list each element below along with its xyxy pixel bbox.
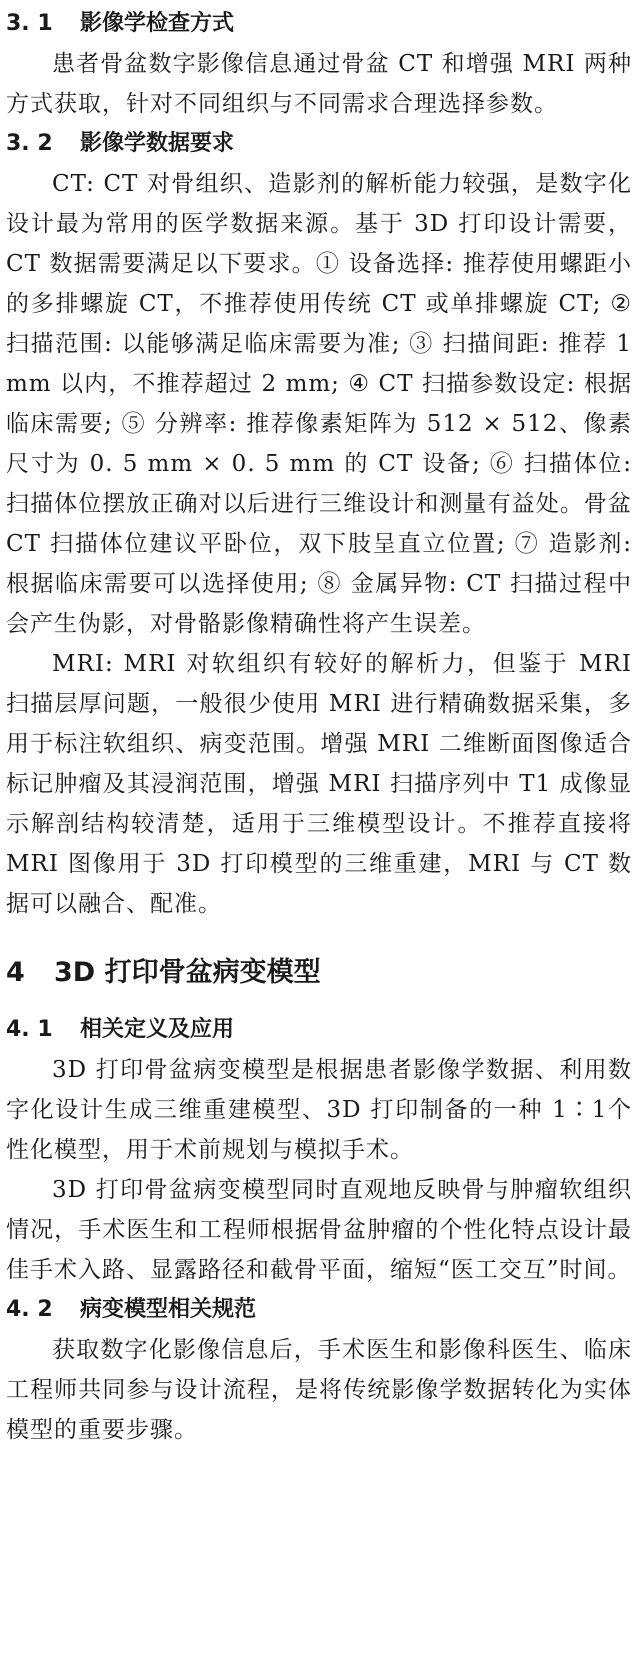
section-title: 病变模型相关规范 — [80, 1297, 257, 1322]
section-number: 4. 2 — [6, 1297, 53, 1322]
section-number: 3. 1 — [6, 11, 53, 36]
section-number: 3. 2 — [6, 131, 53, 156]
section-title: 相关定义及应用 — [80, 1017, 235, 1042]
section-heading-3-2 — [6, 124, 632, 164]
paragraph: 3D 打印骨盆病变模型是根据患者影像学数据、利用数字化设计生成三维重建模型、3D 打印制备的一种 1∶1个性化模型，用于术前规划与模拟手术。 — [6, 1057, 632, 1163]
section-heading-4-1 — [6, 1010, 632, 1050]
document-page — [6, 4, 632, 1450]
section-heading-3-1 — [6, 4, 632, 44]
chapter-number: 4 — [6, 957, 25, 988]
paragraph-mri: MRI: MRI 对软组织有较好的解析力，但鉴于 MRI 扫描层厚问题，一般很少使用 MRI 进行精确数据采集，多用于标注软组织、病变范围。增强 MRI 二维断面图像适合标记肿瘤及其浸润范围，增强 MRI 扫描序列中 T1 成像显示解剖结构较清楚，适用于三维模型设计。不推荐直接将 MRI 图像用于 3D 打印模型的三维重建，MRI 与 CT 数据可以融合、配准。 — [6, 651, 632, 917]
section-title: 影像学检查方式 — [80, 11, 235, 36]
paragraph: 获取数字化影像信息后，手术医生和影像科医生、临床工程师共同参与设计流程，是将传统影像学数据转化为实体模型的重要步骤。 — [6, 1337, 632, 1443]
paragraph: 3D 打印骨盆病变模型同时直观地反映骨与肿瘤软组织情况，手术医生和工程师根据骨盆肿瘤的个性化特点设计最佳手术入路、显露路径和截骨平面，缩短“医工交互”时间。 — [6, 1177, 632, 1283]
paragraph-ct: CT: CT 对骨组织、造影剂的解析能力较强，是数字化设计最为常用的医学数据来源。基于 3D 打印设计需要，CT 数据需要满足以下要求。① 设备选择: 推荐使用螺距小的多排螺旋 CT，不推荐使用传统 CT 或单排螺旋 CT; ② 扫描范围: 以能够满足临床需要为准; ③ 扫描间距: 推荐 1 mm 以内，不推荐超过 2 mm; ④ CT 扫描参数设定: 根据临床需要; ⑤ 分辨率: 推荐像素矩阵为 512 × 512、像素尺寸为 0. 5 mm × 0. 5 mm 的 CT 设备; ⑥ 扫描体位: 扫描体位摆放正确对以后进行三维设计和测量有益处。骨盆 CT 扫描体位建议平卧位，双下肢呈直立位置; ⑦ 造影剂: 根据临床需要可以选择使用; ⑧ 金属异物: CT 扫描过程中会产生伪影，对骨骼影像精确性将产生误差。 — [6, 171, 632, 637]
chapter-heading-4 — [6, 950, 632, 996]
section-title: 影像学数据要求 — [80, 131, 235, 156]
paragraph: 患者骨盆数字影像信息通过骨盆 CT 和增强 MRI 两种方式获取，针对不同组织与不同需求合理选择参数。 — [6, 51, 632, 117]
section-number: 4. 1 — [6, 1017, 53, 1042]
chapter-title: 3D 打印骨盆病变模型 — [54, 957, 321, 988]
section-heading-4-2 — [6, 1290, 632, 1330]
